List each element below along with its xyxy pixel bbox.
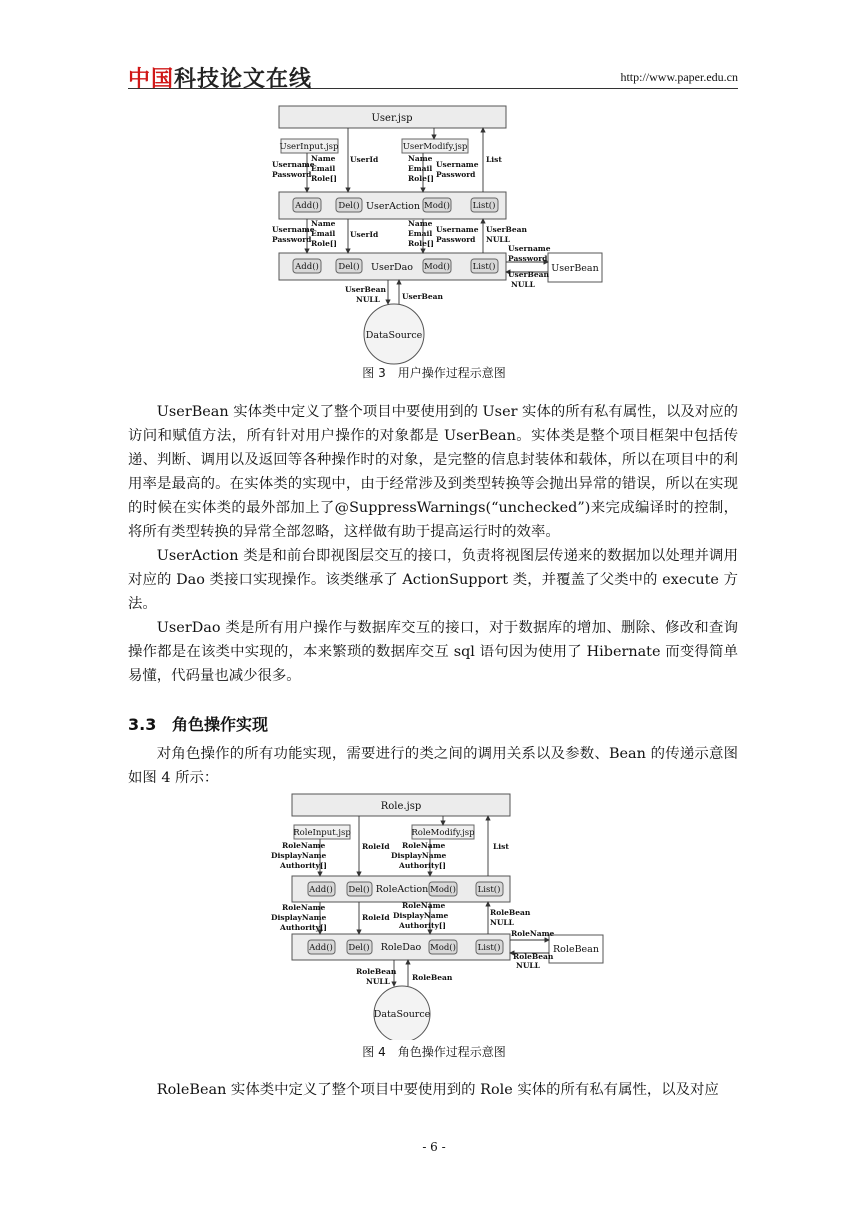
fig4-label-rolename-d: RoleName xyxy=(402,901,446,910)
fig3-label-userid-b: UserId xyxy=(350,230,379,239)
fig3-jsp-label: User.jsp xyxy=(371,113,413,124)
fig3-label-password-a: Password xyxy=(272,170,312,179)
fig3-label-role-c: Role[] xyxy=(311,239,337,248)
fig3-label-email-d: Email xyxy=(408,229,433,238)
fig4-label-displayname-a: DisplayName xyxy=(271,851,327,860)
fig3-label-email-b: Email xyxy=(408,164,433,173)
fig4-action-add: Add() xyxy=(309,885,333,895)
fig4-dao-mod: Mod() xyxy=(430,943,456,953)
fig4-dao-add: Add() xyxy=(309,943,333,953)
fig4-dao-del: Del() xyxy=(348,943,370,953)
fig4-label-rolebean-a: RoleBean xyxy=(490,908,531,917)
fig3-label-name-a: Name xyxy=(311,154,336,163)
logo-red-text: 中国 xyxy=(128,67,175,92)
fig4-action-del: Del() xyxy=(348,885,370,895)
fig4-jsp-label: Role.jsp xyxy=(380,801,422,812)
fig3-label-password-d: Password xyxy=(436,235,476,244)
fig4-label-displayname-d: DisplayName xyxy=(393,911,449,920)
fig4-label-displayname-b: DisplayName xyxy=(391,851,447,860)
fig4-input-jsp-label: RoleInput.jsp xyxy=(293,828,351,838)
fig3-label-role-b: Role[] xyxy=(408,174,434,183)
paragraph-useraction: UserAction 类是和前台即视图层交互的接口，负责将视图层传递来的数据加以处理并调用对应的 Dao 类接口实现操作。该类继承了 ActionSupport 类，并覆盖了父类中的 execute 方法。 xyxy=(128,548,738,612)
section-number: 3.3 xyxy=(128,715,157,734)
fig3-label-list: List xyxy=(486,155,502,164)
fig4-label-authority-a: Authority[] xyxy=(280,861,327,870)
fig4-dao-label: RoleDao xyxy=(380,942,422,953)
fig4-label-rolename-a: RoleName xyxy=(282,841,326,850)
paragraph-role-intro: 对角色操作的所有功能实现，需要进行的类之间的调用关系以及参数、Bean 的传递示意图如图 4 所示： xyxy=(128,746,738,786)
fig4-label-rolebean-c: RoleBean xyxy=(356,967,397,976)
paragraph-rolebean: RoleBean 实体类中定义了整个项目中要使用到的 Role 实体的所有私有属性，以及对应 xyxy=(156,1082,719,1098)
fig3-label-userbean-c: UserBean xyxy=(345,285,386,294)
fig3-bean-label: UserBean xyxy=(551,263,599,274)
fig3-label-name-d: Name xyxy=(408,219,433,228)
fig4-label-displayname-c: DisplayName xyxy=(271,913,327,922)
fig3-label-null-c: NULL xyxy=(356,295,380,304)
fig3-action-list: List() xyxy=(472,201,496,211)
fig4-modify-jsp-label: RoleModify.jsp xyxy=(411,828,475,838)
fig4-label-list: List xyxy=(493,842,509,851)
fig4-label-roleid-a: RoleId xyxy=(362,842,390,851)
fig4-label-authority-c: Authority[] xyxy=(280,923,327,932)
fig3-dao-add: Add() xyxy=(295,262,319,272)
fig4-dao-list: List() xyxy=(477,943,501,953)
fig3-label-email-a: Email xyxy=(311,164,336,173)
paragraph-userbean: UserBean 实体类中定义了整个项目中要使用到的 User 实体的所有私有属性，以及对应的访问和赋值方法，所有针对用户操作的对象都是 UserBean。实体类是整个项目框架中包括传递、判断、调用以及返回等各种操作时的对象，是完整的信息封装体和载体，所以在项目中的利用率是最高的。在实体类的实现中，由于经常涉及到类型转换等会抛出异常的错误，所以在实现的时候在实体类的最外部加上了@SuppressWarnings(“unchecked”)来完成编译时的控制，将所有类型转换的异常全部忽略，这样做有助于提高运行时的效率。 xyxy=(128,404,738,540)
fig3-datasource-label: DataSource xyxy=(365,330,423,341)
logo-dark-text: 科技论文在线 xyxy=(174,67,313,92)
paragraph-block-3 xyxy=(128,1078,738,1102)
figure-4-diagram xyxy=(0,790,868,1040)
fig3-label-null-a: NULL xyxy=(486,235,510,244)
paragraph-block-2 xyxy=(128,742,738,790)
fig4-label-rolename-b: RoleName xyxy=(402,841,446,850)
fig3-input-jsp-label: UserInput.jsp xyxy=(279,142,339,152)
fig3-label-email-c: Email xyxy=(311,229,336,238)
fig4-label-authority-b: Authority[] xyxy=(399,861,446,870)
fig3-dao-mod: Mod() xyxy=(424,262,450,272)
fig3-label-name-b: Name xyxy=(408,154,433,163)
fig3-label-role-a: Role[] xyxy=(311,174,337,183)
fig3-action-label: UserAction xyxy=(366,201,420,212)
fig4-label-authority-d: Authority[] xyxy=(399,921,446,930)
fig3-modify-jsp-label: UserModify.jsp xyxy=(402,142,468,152)
fig3-label-username-a: Username xyxy=(272,160,315,169)
section-title: 角色操作实现 xyxy=(172,715,269,734)
fig4-label-roleid-b: RoleId xyxy=(362,913,390,922)
header-rule xyxy=(128,88,738,89)
fig3-label-username-c: Username xyxy=(272,225,315,234)
fig4-label-null-c: NULL xyxy=(366,977,390,986)
fig3-label-password-e: Password xyxy=(508,254,548,263)
fig3-label-userbean-b: UserBean xyxy=(508,270,549,279)
figure-4-caption: 图 4 角色操作过程示意图 xyxy=(362,1045,506,1059)
fig3-dao-label: UserDao xyxy=(370,262,414,273)
fig3-label-username-b: Username xyxy=(436,160,479,169)
fig4-label-rolename-e: RoleName xyxy=(511,929,555,938)
fig3-dao-del: Del() xyxy=(338,262,360,272)
fig3-label-null-b: NULL xyxy=(511,280,535,289)
paragraph-block-1 xyxy=(128,400,738,688)
fig4-label-rolename-c: RoleName xyxy=(282,903,326,912)
paragraph-userdao: UserDao 类是所有用户操作与数据库交互的接口，对于数据库的增加、删除、修改和查询操作都是在该类中实现的，本来繁琐的数据库交互 sql 语句因为使用了 Hibernate 而变得简单易懂，代码量也减少很多。 xyxy=(128,620,738,684)
header-url[interactable]: http://www.paper.edu.cn xyxy=(620,70,738,84)
fig3-label-password-c: Password xyxy=(272,235,312,244)
fig3-label-role-d: Role[] xyxy=(408,239,434,248)
fig4-label-rolebean-b: RoleBean xyxy=(513,952,554,961)
fig4-label-null-a: NULL xyxy=(490,918,514,927)
fig3-label-userbean-d: UserBean xyxy=(402,292,443,301)
section-heading xyxy=(128,712,268,735)
fig4-label-null-b: NULL xyxy=(516,961,540,970)
fig4-bean-label: RoleBean xyxy=(553,944,599,955)
fig3-action-mod: Mod() xyxy=(424,201,450,211)
fig3-label-password-b: Password xyxy=(436,170,476,179)
fig3-label-userbean-a: UserBean xyxy=(486,225,527,234)
figure-3-caption: 图 3 用户操作过程示意图 xyxy=(362,366,506,380)
fig3-action-add: Add() xyxy=(295,201,319,211)
fig4-action-mod: Mod() xyxy=(430,885,456,895)
fig4-label-rolebean-d: RoleBean xyxy=(412,973,453,982)
fig3-dao-list: List() xyxy=(472,262,496,272)
fig4-datasource-label: DataSource xyxy=(373,1009,431,1020)
fig3-label-username-d: Username xyxy=(436,225,479,234)
fig3-action-del: Del() xyxy=(338,201,360,211)
page-number: - 6 - xyxy=(422,1140,446,1154)
fig3-label-name-c: Name xyxy=(311,219,336,228)
fig4-action-label: RoleAction xyxy=(375,884,429,895)
fig3-label-userid-a: UserId xyxy=(350,155,379,164)
fig4-action-list: List() xyxy=(477,885,501,895)
fig3-label-username-e: Username xyxy=(508,244,551,253)
